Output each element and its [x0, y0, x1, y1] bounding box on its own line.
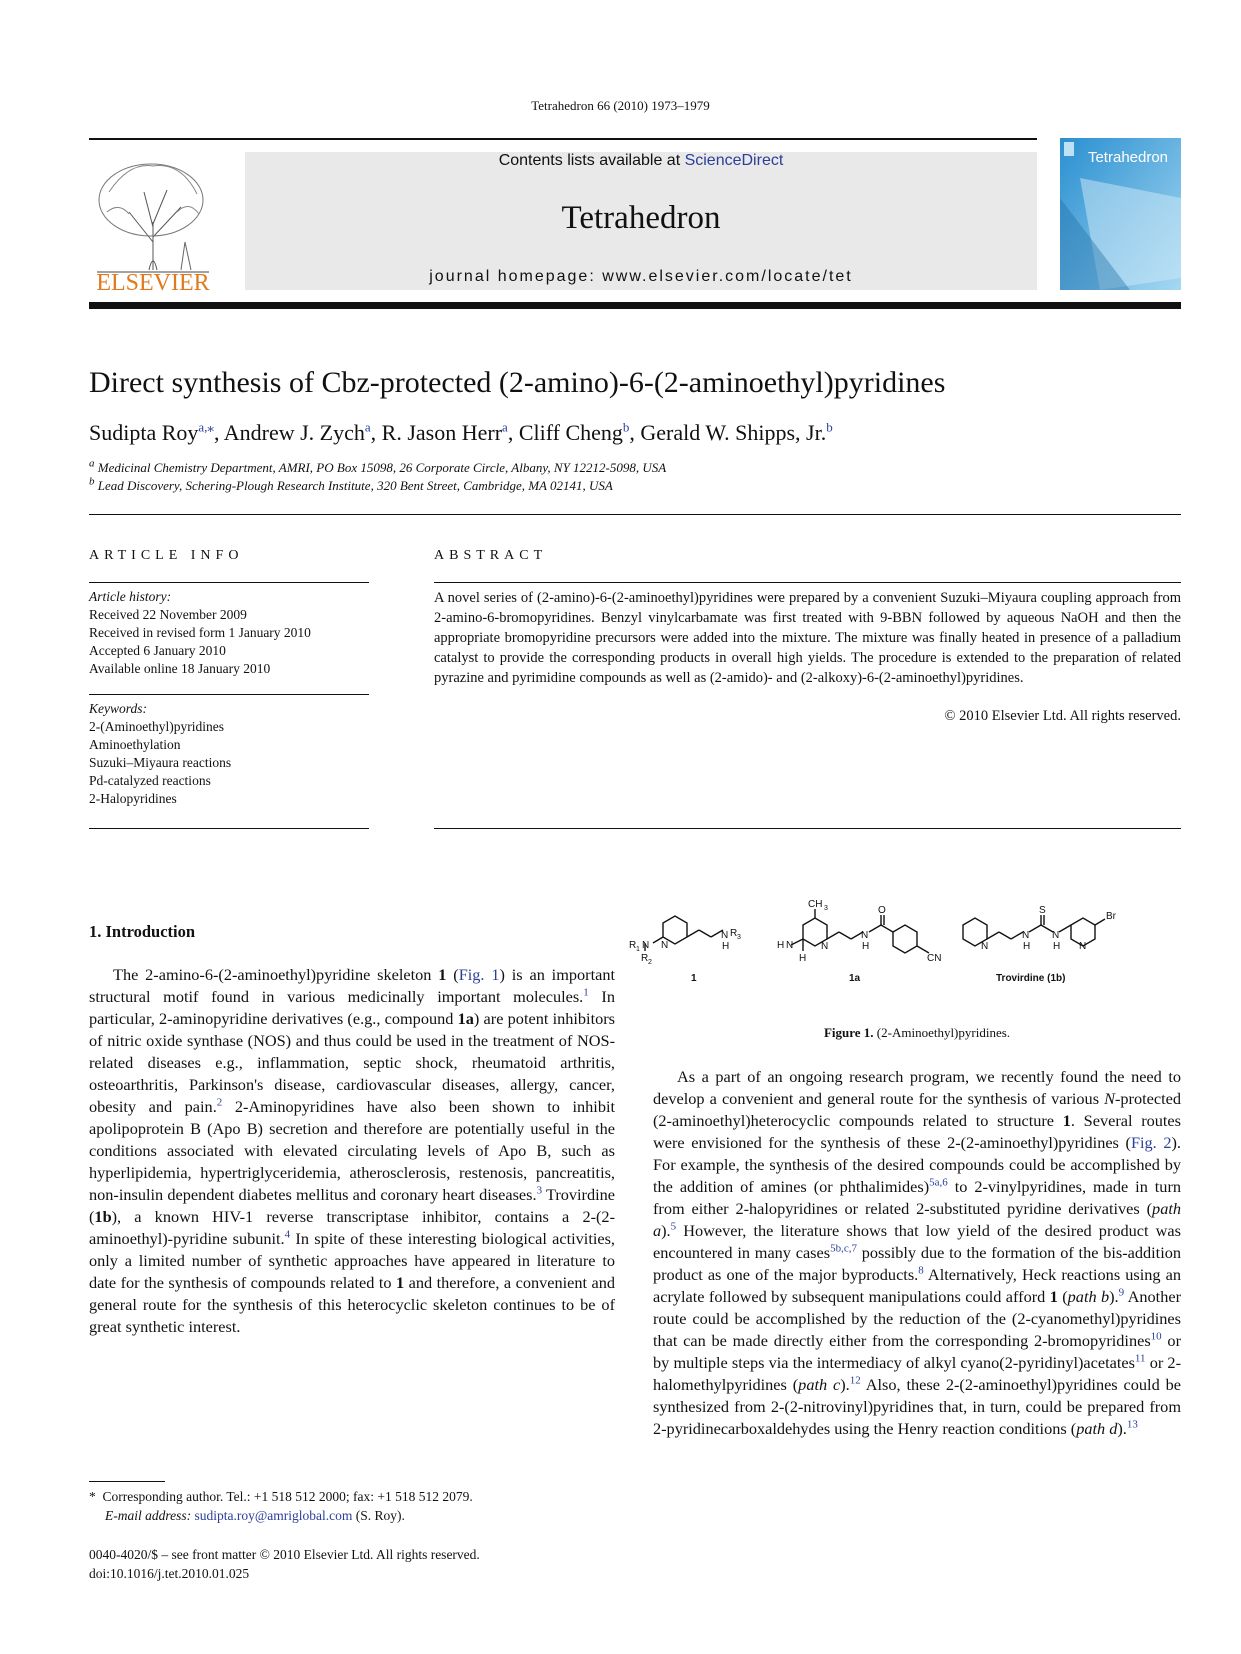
- atom-label: CN: [927, 953, 942, 964]
- citation-link[interactable]: 12: [849, 1374, 861, 1387]
- keywords-label: Keywords:: [89, 701, 147, 716]
- citation-link[interactable]: 5a,6: [929, 1176, 948, 1189]
- author-affil-sup[interactable]: a,⁎: [198, 419, 214, 435]
- footnote-marker: *: [89, 1489, 96, 1504]
- citation-link[interactable]: 8: [918, 1264, 924, 1277]
- affiliation-marker: b: [89, 475, 95, 488]
- affiliation-marker: a: [89, 457, 95, 470]
- citation-link[interactable]: 2: [216, 1096, 223, 1109]
- atom-label: N: [1022, 930, 1030, 941]
- citation-link[interactable]: 4: [284, 1228, 291, 1241]
- front-matter: [89, 1545, 480, 1583]
- abstract-rule: [434, 828, 1181, 829]
- atom-label: N: [1052, 930, 1060, 941]
- journal-cover[interactable]: [1060, 138, 1181, 290]
- keywords: [89, 700, 231, 808]
- author-name[interactable]: Gerald W. Shipps, Jr.: [640, 420, 827, 445]
- author-affil-sup[interactable]: a: [502, 419, 508, 435]
- citation-link[interactable]: 5: [670, 1220, 677, 1233]
- atom-label: N: [642, 940, 650, 951]
- figure-caption-label: Figure 1.: [823, 1025, 874, 1040]
- article-info-rule: [89, 694, 369, 695]
- atom-label: N: [786, 940, 794, 951]
- issn-line: 0040-4020/$ – see front matter © 2010 Elsevier Ltd. All rights reserved.: [89, 1547, 480, 1562]
- keyword: Suzuki–Miyaura reactions: [89, 755, 232, 770]
- abstract-heading: ABSTRACT: [434, 548, 548, 563]
- article-info-rule: [89, 828, 369, 829]
- corresponding-author-footnote: [89, 1487, 473, 1525]
- citation-link[interactable]: 9: [1118, 1286, 1125, 1299]
- compound-label: 1: [691, 973, 697, 984]
- author-name[interactable]: Sudipta Roy: [89, 420, 199, 445]
- history-item: Accepted 6 January 2010: [89, 643, 226, 658]
- publisher-wordmark: ELSEVIER: [96, 270, 210, 296]
- affiliations: [89, 459, 666, 495]
- figure-caption: [653, 1025, 1181, 1041]
- author-name[interactable]: R. Jason Herr: [381, 420, 503, 445]
- atom-label: S: [1039, 905, 1046, 916]
- abstract-copyright: © 2010 Elsevier Ltd. All rights reserved.: [944, 708, 1181, 724]
- history-item: Available online 18 January 2010: [89, 661, 271, 676]
- history-label: Article history:: [89, 589, 172, 604]
- citation-link[interactable]: 5b,c,7: [830, 1242, 857, 1255]
- section-heading: 1. Introduction: [89, 922, 196, 941]
- author-affil-sup[interactable]: a: [364, 419, 371, 435]
- figure-caption-text: (2-Aminoethyl)pyridines.: [876, 1025, 1011, 1040]
- atom-label: R: [629, 940, 637, 951]
- citation-link[interactable]: 3: [536, 1184, 543, 1197]
- journal-name: Tetrahedron: [561, 200, 721, 236]
- footnote-rule: [89, 1481, 165, 1482]
- compound-label: 1a: [849, 973, 861, 984]
- author-affil-sup[interactable]: b: [622, 419, 630, 435]
- atom-label: N: [861, 930, 869, 941]
- history-item: Received 22 November 2009: [89, 607, 247, 622]
- atom-label: H: [799, 953, 807, 964]
- atom-label: H: [777, 940, 785, 951]
- author-list: Sudipta Roy$^{a,⁎}$, Andrew J. Zych$^a$, R. Jason Herr$^a$, Cliff Cheng$^b$, Gerald W. Shipps, Jr.$^b$: [89, 419, 833, 445]
- affiliation-text: Lead Discovery, Schering-Plough Research Institute, 320 Bent Street, Cambridge, MA 02141, USA: [97, 478, 613, 493]
- abstract-text: A novel series of (2-amino)-6-(2-aminoethyl)pyridines were prepared by a convenient Suzuki–Miyaura coupling approach from 2-amino-6-bromopyridines. Benzyl vinylcarbamate was first treated with 9-BBN followed by aqueous NaOH and then the appropriate bromopyridine precursors were added into the mixture. The mixture was finally heated in presence of a palladium catalyst to provide the corresponding products in overall high yields. The procedure is extended to the preparation of related pyrazine and pyrimidine compounds as well as (2-amido)- and (2-alkoxy)-6-(2-aminoethyl)pyridines.: [434, 590, 1181, 686]
- header-top-rule: [89, 138, 1037, 140]
- cover-title: Tetrahedron: [1087, 149, 1169, 166]
- affiliation: [89, 459, 666, 477]
- atom-label: H: [862, 941, 870, 952]
- atom-label: N: [721, 930, 729, 941]
- compound-label: Trovirdine (1b): [996, 973, 1066, 984]
- atom-label: R: [730, 928, 738, 939]
- section-rule: [89, 514, 1181, 515]
- contents-prefix: Contents lists available at: [498, 152, 685, 169]
- atom-label: N: [821, 941, 829, 952]
- figure-1-structures[interactable]: [629, 899, 1181, 1015]
- atom-label: R: [641, 953, 649, 964]
- atom-label: CH: [808, 899, 823, 910]
- citation-link[interactable]: 13: [1126, 1418, 1138, 1431]
- figure-link[interactable]: Fig. 2: [1130, 1133, 1172, 1152]
- intro-paragraph-2: As a part of an ongoing research program, we recently found the need to develop a convenient and general route for the synthesis of various N-protected (2-aminoethyl)heterocyclic compounds related to structure 1. Several routes were envisioned for the synthesis of these 2-(2-aminoethyl)pyridines (Fig. 2). For example, the synthesis of the desired compounds could be accomplished by the addition of amines (or phthalimides)$^{5a,6}$ to 2-vinylpyridines, made in turn from either 2-halopyridines or related 2-substituted pyridine derivatives (path a).$^5$ However, the literature shows that low yield of the desired product was encountered in many cases$^{5b,c,7}$ possibly due to the formation of the bis-addition product as one of the major byproducts.$^8$ Alternatively, Heck reactions using an acrylate followed by subsequent manipulations could afford 1 (path b).$^9$ Another route could be accomplished by the reduction of the (2-cyanomethyl)pyridines that can be made directly either from the corresponding 2-bromopyridines$^{10}$ or by multiple steps via the intermediacy of alkyl cyano(2-pyridinyl)acetates$^{11}$ or 2-halomethylpyridines (path c).$^{12}$ Also, these 2-(2-aminoethyl)pyridines could be synthesized from 2-(2-nitrovinyl)pyridines that, in turn, could be prepared from 2-pyridinecarboxaldehydes using the Henry reaction conditions (path d).$^{13}$: [653, 1067, 1182, 1438]
- email-label: E-mail address:: [105, 1508, 192, 1523]
- citation-link[interactable]: 1: [583, 986, 589, 999]
- affiliation-text: Medicinal Chemistry Department, AMRI, PO Box 15098, 26 Corporate Circle, Albany, NY 12212-5098, USA: [97, 460, 667, 475]
- atom-label: 1: [636, 946, 640, 953]
- article-title: Direct synthesis of Cbz-protected (2-amino)-6-(2-aminoethyl)pyridines: [89, 366, 946, 399]
- sciencedirect-link[interactable]: ScienceDirect: [684, 152, 784, 169]
- elsevier-logo[interactable]: [89, 152, 217, 296]
- header-heavy-rule: [89, 302, 1181, 309]
- citation-link[interactable]: 11: [1134, 1352, 1146, 1365]
- abstract-rule: [434, 582, 1181, 583]
- atom-label: Br: [1106, 911, 1116, 922]
- atom-label: H: [1053, 941, 1061, 952]
- history-item: Received in revised form 1 January 2010: [89, 625, 311, 640]
- article-info-rule: [89, 582, 369, 583]
- atom-label: N: [981, 941, 989, 952]
- author-name[interactable]: Cliff Cheng: [518, 420, 623, 445]
- atom-label: H: [1023, 941, 1031, 952]
- journal-homepage-link[interactable]: journal homepage: www.elsevier.com/locate/tet: [429, 268, 853, 285]
- atom-label: N: [1079, 941, 1087, 952]
- contents-line: [245, 152, 1037, 170]
- intro-paragraph-1: The 2-amino-6-(2-aminoethyl)pyridine skeleton 1 (Fig. 1) is an important structural motif found in various medicinally important molecules.$^1$ In particular, 2-aminopyridine derivatives (e.g., compound 1a) are potent inhibitors of nitric oxide synthase (NOS) and thus could be used in the treatment of NOS-related diseases e.g., inflammation, septic shock, rheumatoid arthritis, osteoarthritis, Parkinson's disease, cardiovascular diseases, allergy, cancer, obesity and pain.$^2$ 2-Aminopyridines have also been shown to inhibit apolipoprotein B (Apo B) secretion and therefore are potentially useful in the conditions associated with elevated circulating levels of Apo B, such as hyperlipidemia, hypertriglyceridemia, atherosclerosis, restenosis, pancreatitis, non-insulin dependent diabetes mellitus and coronary heart diseases.$^3$ Trovirdine (1b), a known HIV-1 reverse transcriptase inhibitor, contains a 2-(2-aminoethyl)-pyridine subunit.$^4$ In spite of these interesting biological activities, only a limited number of synthetic approaches have appeared in literature to date for the synthesis of compounds related to 1 and therefore, a convenient and general route for the synthesis of this heterocyclic skeleton continues to be of great synthetic interest.: [89, 965, 616, 1336]
- atom-label: N: [661, 940, 669, 951]
- atom-label: 3: [737, 934, 741, 941]
- keyword: 2-Halopyridines: [89, 791, 177, 806]
- footnote-text: Corresponding author. Tel.: +1 518 512 2000; fax: +1 518 512 2079.: [102, 1489, 473, 1504]
- author-name[interactable]: Andrew J. Zych: [223, 420, 365, 445]
- keyword: Aminoethylation: [89, 737, 181, 752]
- email-link[interactable]: sudipta.roy@amriglobal.com: [194, 1508, 353, 1523]
- atom-label: 2: [648, 959, 652, 966]
- doi-line[interactable]: doi:10.1016/j.tet.2010.01.025: [89, 1566, 250, 1581]
- author-affil-sup[interactable]: b: [826, 419, 833, 435]
- citation-link[interactable]: 10: [1150, 1330, 1162, 1343]
- article-history: [89, 588, 311, 678]
- keyword: Pd-catalyzed reactions: [89, 773, 211, 788]
- atom-label: 3: [824, 905, 828, 912]
- atom-label: H: [722, 941, 730, 952]
- journal-reference: Tetrahedron 66 (2010) 1973–1979: [531, 98, 710, 113]
- figure-link[interactable]: Fig. 1: [458, 965, 500, 984]
- atom-label: O: [878, 905, 886, 916]
- keyword: 2-(Aminoethyl)pyridines: [89, 719, 224, 734]
- email-suffix: (S. Roy).: [355, 1508, 405, 1523]
- article-info-heading: ARTICLE INFO: [89, 548, 244, 563]
- affiliation: [89, 477, 666, 495]
